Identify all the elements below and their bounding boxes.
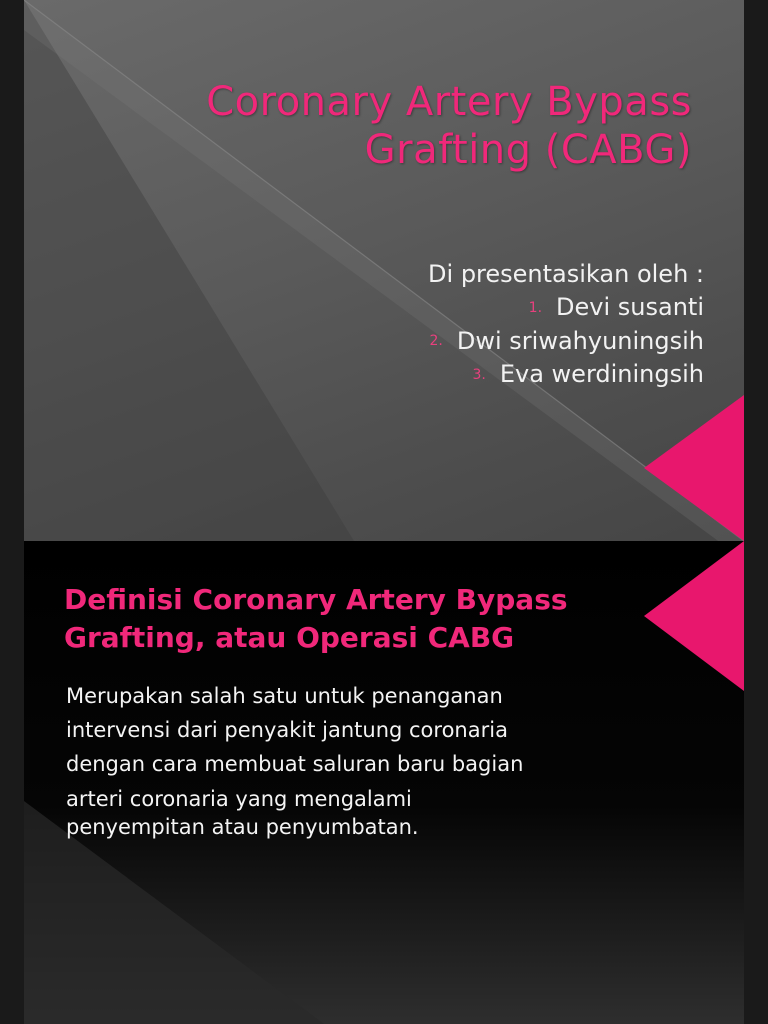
body-line: intervensi dari penyakit jantung coronaria [66, 718, 508, 742]
presenter-name: Devi susanti [556, 293, 704, 321]
presenter-number: 3. [472, 366, 486, 383]
body-line: penyempitan atau penyumbatan. [66, 815, 419, 839]
presenter-list [284, 258, 704, 392]
presenter-name: Eva werdiningsih [499, 360, 704, 388]
presenter-name: Dwi sriwahyuningsih [456, 326, 704, 355]
presenter-item [284, 325, 704, 359]
presenter-number: 2. [429, 333, 443, 349]
definition-body [66, 679, 706, 837]
body-line: Merupakan salah satu untuk penanganan [66, 684, 503, 708]
presenter-item [284, 291, 704, 325]
presenter-number: 1. [528, 299, 543, 316]
title-line-2: Grafting (CABG) [364, 127, 692, 173]
presenter-item [284, 358, 704, 392]
definition-slide [24, 541, 744, 1024]
heading-line-2: Grafting, atau Operasi CABG [64, 621, 515, 654]
body-line: arteri coronaria yang mengalami [66, 787, 412, 811]
title-slide [24, 0, 744, 541]
heading-line-1: Definisi Coronary Artery Bypass [64, 583, 568, 616]
definition-heading [64, 581, 664, 657]
presentation-title [72, 78, 692, 174]
body-line: dengan cara membuat saluran baru bagian [66, 752, 524, 776]
title-line-1: Coronary Artery Bypass [206, 79, 692, 125]
presented-by-label: Di presentasikan oleh : [428, 260, 704, 288]
